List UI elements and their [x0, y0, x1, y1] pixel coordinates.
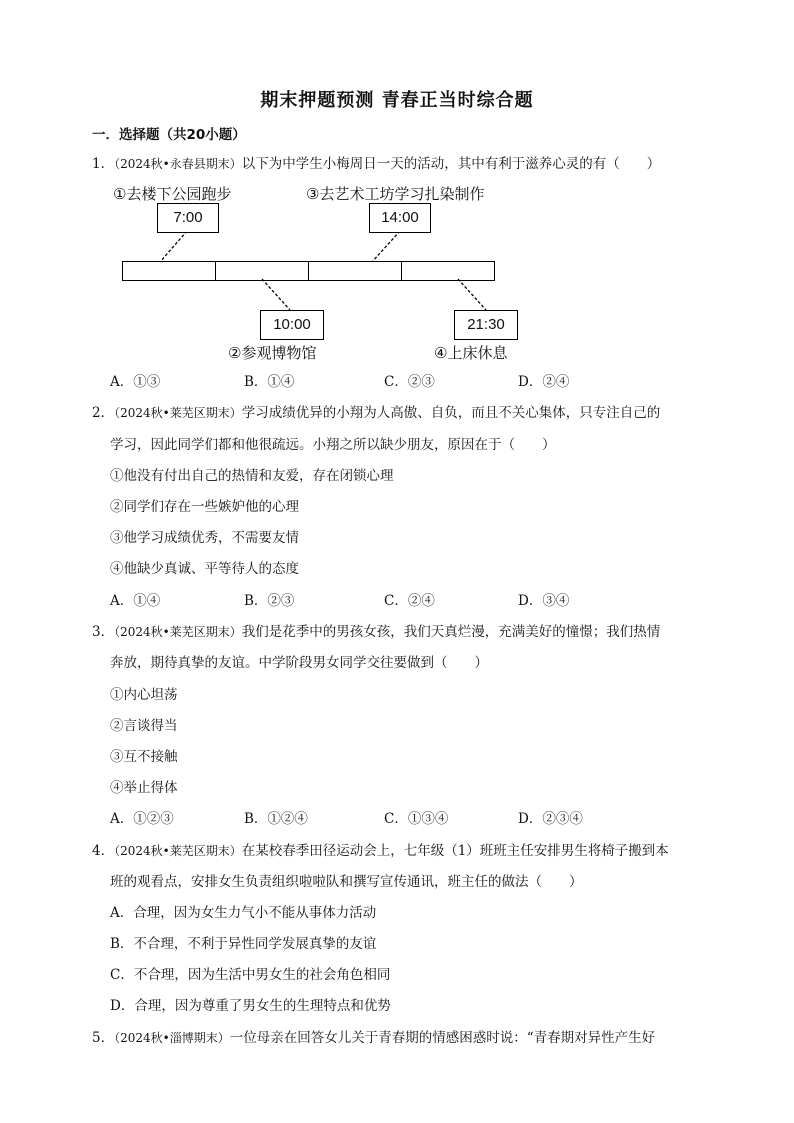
timeline-segment — [123, 262, 216, 280]
option-a[interactable]: A．合理，因为女生力气小不能从事体力活动 — [110, 905, 377, 921]
question-text-cont: 奔放，期待真挚的友谊。中学阶段男女同学交往要做到（ ） — [110, 655, 488, 671]
timeline-segment — [309, 262, 402, 280]
section-heading: 一．选择题（共20小题） — [92, 127, 246, 143]
time-box-4: 21:30 — [454, 310, 518, 340]
question-text: 我们是花季中的男孩女孩，我们天真烂漫，充满美好的憧憬；我们热情 — [241, 624, 661, 640]
option-b[interactable]: B．不合理，不利于异性同学发展真挚的友谊 — [110, 936, 377, 952]
option-d[interactable]: D．合理，因为尊重了男女生的生理特点和优势 — [110, 998, 391, 1014]
statement-2: ②同学们存在一些嫉妒他的心理 — [110, 499, 299, 515]
question-source: （2024秋•莱芜区期末） — [114, 844, 242, 858]
statement-2: ②言谈得当 — [110, 718, 178, 734]
time-box-2: 10:00 — [260, 310, 324, 340]
activity-label-3: ③去艺术工坊学习扎染制作 — [306, 185, 485, 203]
question-number: 3． — [92, 624, 115, 640]
statement-1: ①他没有付出自己的热情和友爱，存在闭锁心理 — [110, 468, 394, 484]
document-title: 期末押题预测 青春正当时综合题 — [260, 90, 534, 111]
timeline-segment — [216, 262, 309, 280]
question-text: 以下为中学生小梅周日一天的活动，其中有利于滋养心灵的有（ ） — [241, 156, 661, 172]
option-d[interactable]: D．②④ — [518, 374, 570, 390]
question-1 — [92, 155, 660, 173]
option-d[interactable]: D．③④ — [518, 593, 570, 609]
question-text: 在某校春季田径运动会上，七年级（1）班班主任安排男生将椅子搬到本 — [241, 843, 669, 859]
option-c[interactable]: C．②③ — [384, 374, 435, 390]
option-b[interactable]: B．②③ — [244, 593, 295, 609]
question-number: 4． — [92, 843, 115, 859]
question-source: （2024秋•淄博期末） — [114, 1031, 230, 1045]
question-2 — [92, 404, 660, 422]
timeline-bar — [122, 261, 495, 281]
time-box-3: 14:00 — [369, 203, 431, 233]
activity-label-1: ①去楼下公园跑步 — [113, 185, 232, 203]
timeline-segment — [402, 262, 494, 280]
statement-4: ④他缺少真诚、平等待人的态度 — [110, 561, 299, 577]
option-a[interactable]: A．①②③ — [110, 811, 174, 827]
question-5 — [92, 1029, 655, 1047]
question-text-cont: 班的观看点，安排女生负责组织啦啦队和撰写宣传通讯，班主任的做法（ ） — [110, 874, 583, 890]
option-a[interactable]: A．①④ — [110, 593, 161, 609]
question-text: 学习成绩优异的小翔为人高傲、自负，而且不关心集体，只专注自己的 — [241, 405, 661, 421]
option-c[interactable]: C．不合理，因为生活中男女生的社会角色相同 — [110, 967, 391, 983]
option-c[interactable]: C．②④ — [384, 593, 435, 609]
question-number: 2． — [92, 405, 115, 421]
question-text-cont: 学习，因此同学们都和他很疏远。小翔之所以缺少朋友，原因在于（ ） — [110, 437, 556, 453]
question-number: 5． — [92, 1030, 115, 1046]
question-source: （2024秋•永春县期末） — [114, 157, 242, 171]
question-source: （2024秋•莱芜区期末） — [114, 625, 242, 639]
question-text: 一位母亲在回答女儿关于青春期的情感困惑时说：“青春期对异性产生好 — [229, 1030, 656, 1046]
option-d[interactable]: D．②③④ — [518, 811, 583, 827]
timeline-diagram — [110, 178, 510, 368]
question-3 — [92, 623, 660, 641]
time-box-1: 7:00 — [157, 203, 219, 233]
question-number: 1． — [92, 156, 115, 172]
statement-3: ③互不接触 — [110, 749, 178, 765]
activity-label-4: ④上床休息 — [434, 344, 508, 362]
activity-label-2: ②参观博物馆 — [228, 344, 317, 362]
statement-4: ④举止得体 — [110, 780, 178, 796]
statement-1: ①内心坦荡 — [110, 687, 178, 703]
statement-3: ③他学习成绩优秀，不需要友情 — [110, 530, 299, 546]
option-a[interactable]: A．①③ — [110, 374, 161, 390]
question-4 — [92, 842, 669, 860]
option-b[interactable]: B．①②④ — [244, 811, 308, 827]
option-b[interactable]: B．①④ — [244, 374, 295, 390]
question-source: （2024秋•莱芜区期末） — [114, 406, 242, 420]
option-c[interactable]: C．①③④ — [384, 811, 449, 827]
